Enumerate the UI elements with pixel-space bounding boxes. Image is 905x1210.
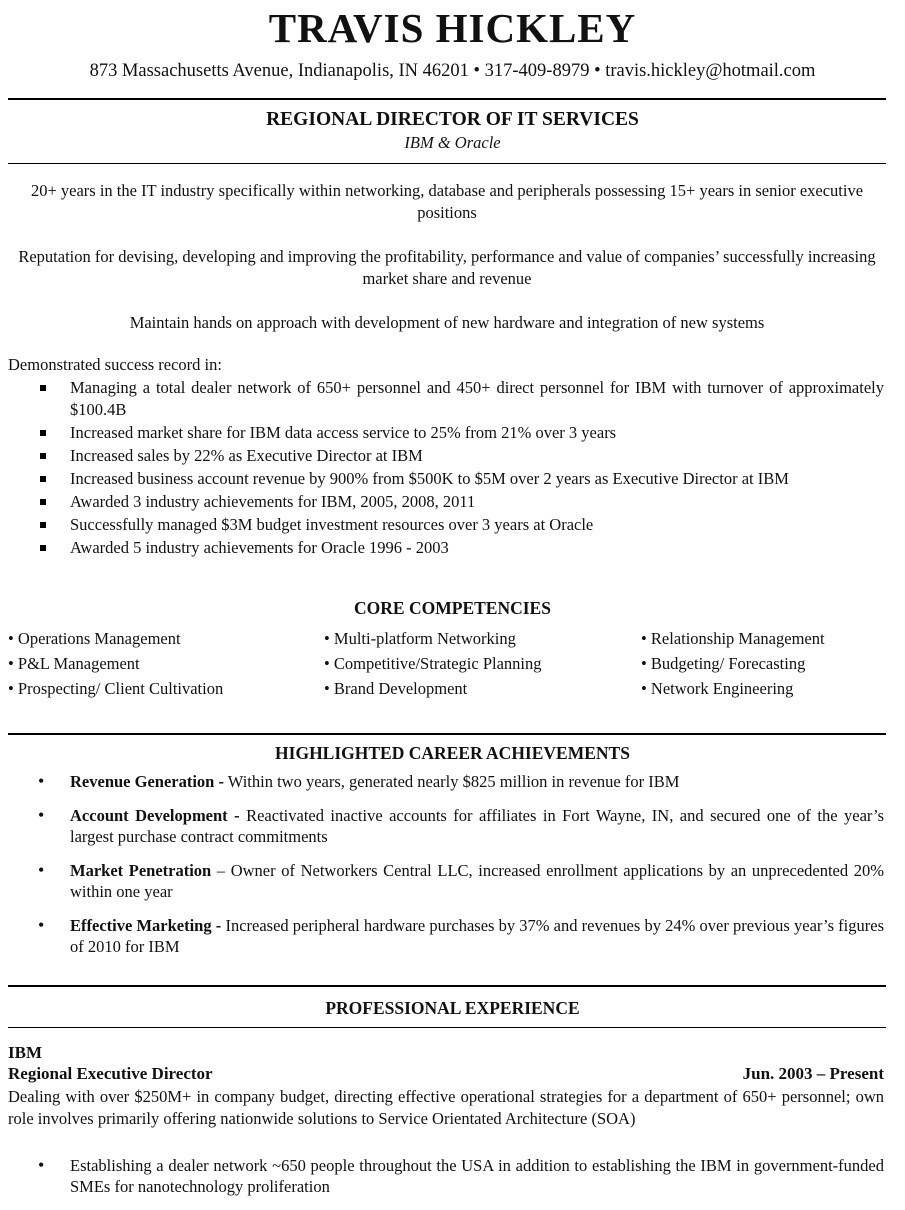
list-item [36,860,884,902]
square-bullet-icon [40,499,46,505]
achievement-text: – Owner of Networkers Central LLC, increased enrollment applications by an unprecedented 20% within one year [70,861,884,901]
achievement-label: Market Penetration [70,861,212,880]
square-bullet-icon [40,453,46,459]
role-title: Regional Executive Director [8,1064,213,1083]
headline-title: REGIONAL DIRECTOR OF IT SERVICES [266,109,639,130]
list-item: Increased sales by 22% as Executive Director at IBM [36,445,884,467]
square-bullet-icon [40,545,46,551]
section-divider [8,985,886,987]
competencies-column [324,626,542,701]
success-record-list [36,377,884,560]
headline-companies: IBM & Oracle [404,133,501,152]
summary-paragraph: Reputation for devising, developing and improving the profitability, performance and value of companies’ successfully increasing market share and revenue [18,247,876,288]
experience-bullets [36,1155,884,1210]
success-record-lead: Demonstrated success record in: [8,355,222,374]
section-divider [8,733,886,735]
list-item: Increased business account revenue by 900% from $500K to $5M over 2 years as Executive Director at IBM [36,468,884,490]
list-item [36,915,884,957]
experience-divider [8,1027,886,1028]
bullet-icon: • [38,805,45,825]
competency-item: • Relationship Management [641,629,825,648]
square-bullet-icon [40,385,46,391]
list-item: Awarded 3 industry achievements for IBM, 2005, 2008, 2011 [36,491,884,513]
header-divider [8,98,886,100]
square-bullet-icon [40,476,46,482]
bullet-icon: • [38,860,45,880]
achievement-label: Account Development - [70,806,240,825]
competency-item: • Prospecting/ Client Cultivation [8,679,224,698]
competency-item: • Budgeting/ Forecasting [641,654,806,673]
square-bullet-icon [40,522,46,528]
achievements-list [36,771,884,970]
competencies-column [8,626,223,701]
competency-item: • Network Engineering [641,679,794,698]
summary-paragraph: Maintain hands on approach with development of new hardware and integration of new systems [129,313,765,332]
candidate-name: TRAVIS HICKLEY [268,5,637,51]
list-item [36,805,884,847]
list-item: Successfully managed $3M budget investment resources over 3 years at Oracle [36,514,884,536]
bullet-icon: • [38,1155,45,1175]
achievement-text: Increased peripheral hardware purchases by 37% and revenues by 24% over previous year’s figures of 2010 for IBM [70,916,884,956]
square-bullet-icon [40,430,46,436]
role-dates: Jun. 2003 – Present [742,1064,884,1083]
list-item: Managing a total dealer network of 650+ personnel and 450+ direct personnel for IBM with turnover of approximately $100.4B [36,377,884,421]
list-item [36,771,884,792]
company-name: IBM [8,1043,42,1062]
role-line [8,1064,884,1084]
competency-item: • Competitive/Strategic Planning [324,654,542,673]
role-description: Dealing with over $250M+ in company budget, directing effective operational strategies for a department of 650+ personnel; own role involves primarily offering nationwide solutions to Service Orientated Architecture (SOA) [8,1087,884,1128]
competency-item: • P&L Management [8,654,140,673]
headline-divider [8,163,886,164]
competencies-title: CORE COMPETENCIES [354,598,551,618]
bullet-icon: • [38,771,45,791]
achievement-label: Revenue Generation - [70,772,224,791]
competency-item: • Operations Management [8,629,181,648]
competency-item: • Multi-platform Networking [324,629,516,648]
experience-title: PROFESSIONAL EXPERIENCE [325,998,580,1018]
achievement-text: Within two years, generated nearly $825 million in revenue for IBM [223,772,680,791]
contact-line: 873 Massachusetts Avenue, Indianapolis, IN 46201 • 317-409-8979 • travis.hickley@hotmail.com [89,61,816,81]
achievements-title: HIGHLIGHTED CAREER ACHIEVEMENTS [275,743,630,763]
summary-paragraph: 20+ years in the IT industry specifically within networking, database and peripherals possessing 15+ years in senior executive positions [30,181,864,222]
competencies-column [641,626,825,701]
list-item: Awarded 5 industry achievements for Oracle 1996 - 2003 [36,537,884,559]
list-item: • Establishing a dealer network ~650 people throughout the USA in addition to establishing the IBM in government-funded SMEs for nanotechnology proliferation [38,1155,884,1196]
list-item: Increased market share for IBM data access service to 25% from 21% over 3 years [36,422,884,444]
competency-item: • Brand Development [324,679,468,698]
achievement-label: Effective Marketing - [70,916,222,935]
bullet-icon: • [38,915,45,935]
achievement-text: Reactivated inactive accounts for affiliates in Fort Wayne, IN, and secured one of the year’s largest purchase contract commitments [70,806,885,846]
